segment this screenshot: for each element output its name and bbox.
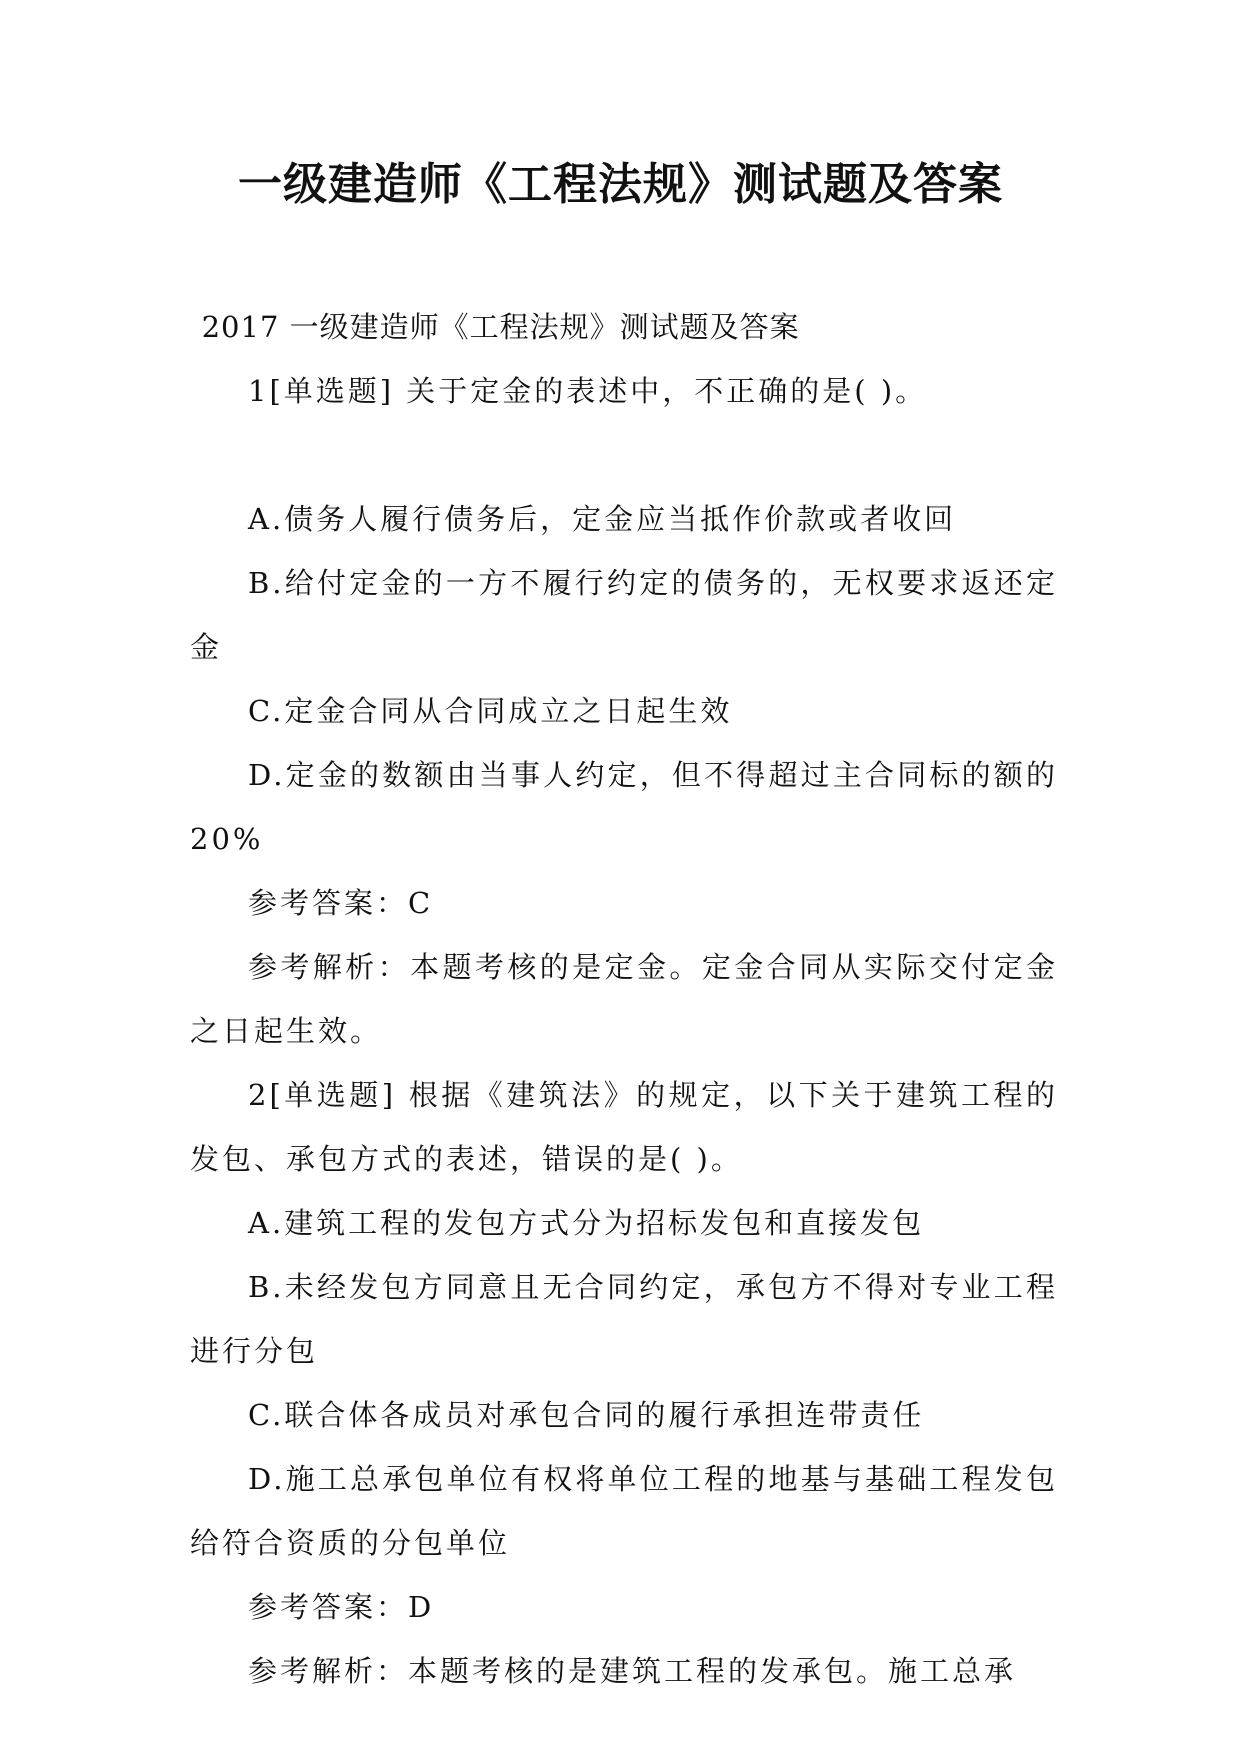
question-2-option-b: B.未经发包方同意且无合同约定，承包方不得对专业工程进行分包 [190, 1270, 1058, 1368]
question-2-answer: 参考答案：D [248, 1590, 435, 1624]
document-body [190, 295, 1058, 1703]
document-subtitle: 2017 一级建造师《工程法规》测试题及答案 [201, 310, 800, 344]
question-2-analysis: 参考解析：本题考核的是建筑工程的发承包。施工总承 [248, 1654, 1017, 1688]
question-1-option-b: B.给付定金的一方不履行约定的债务的，无权要求返还定金 [190, 566, 1058, 664]
question-1-analysis: 参考解析：本题考核的是定金。定金合同从实际交付定金之日起生效。 [190, 950, 1058, 1048]
question-2-option-c: C.联合体各成员对承包合同的履行承担连带责任 [248, 1398, 925, 1432]
question-2-stem: 2[单选题] 根据《建筑法》的规定，以下关于建筑工程的发包、承包方式的表述，错误的是( )。 [190, 1078, 1058, 1176]
page-title: 一级建造师《工程法规》测试题及答案 [238, 159, 1003, 210]
question-1-option-c: C.定金合同从合同成立之日起生效 [248, 694, 733, 728]
question-1-option-d: D.定金的数额由当事人约定，但不得超过主合同标的额的 20% [190, 758, 1058, 856]
question-1-stem: 1[单选题] 关于定金的表述中，不正确的是( )。 [248, 374, 928, 408]
question-1-option-a: A.债务人履行债务后，定金应当抵作价款或者收回 [248, 502, 957, 536]
question-1-answer: 参考答案：C [248, 886, 434, 920]
question-2-option-d: D.施工总承包单位有权将单位工程的地基与基础工程发包给符合资质的分包单位 [190, 1462, 1058, 1560]
question-2-option-a: A.建筑工程的发包方式分为招标发包和直接发包 [248, 1206, 925, 1240]
